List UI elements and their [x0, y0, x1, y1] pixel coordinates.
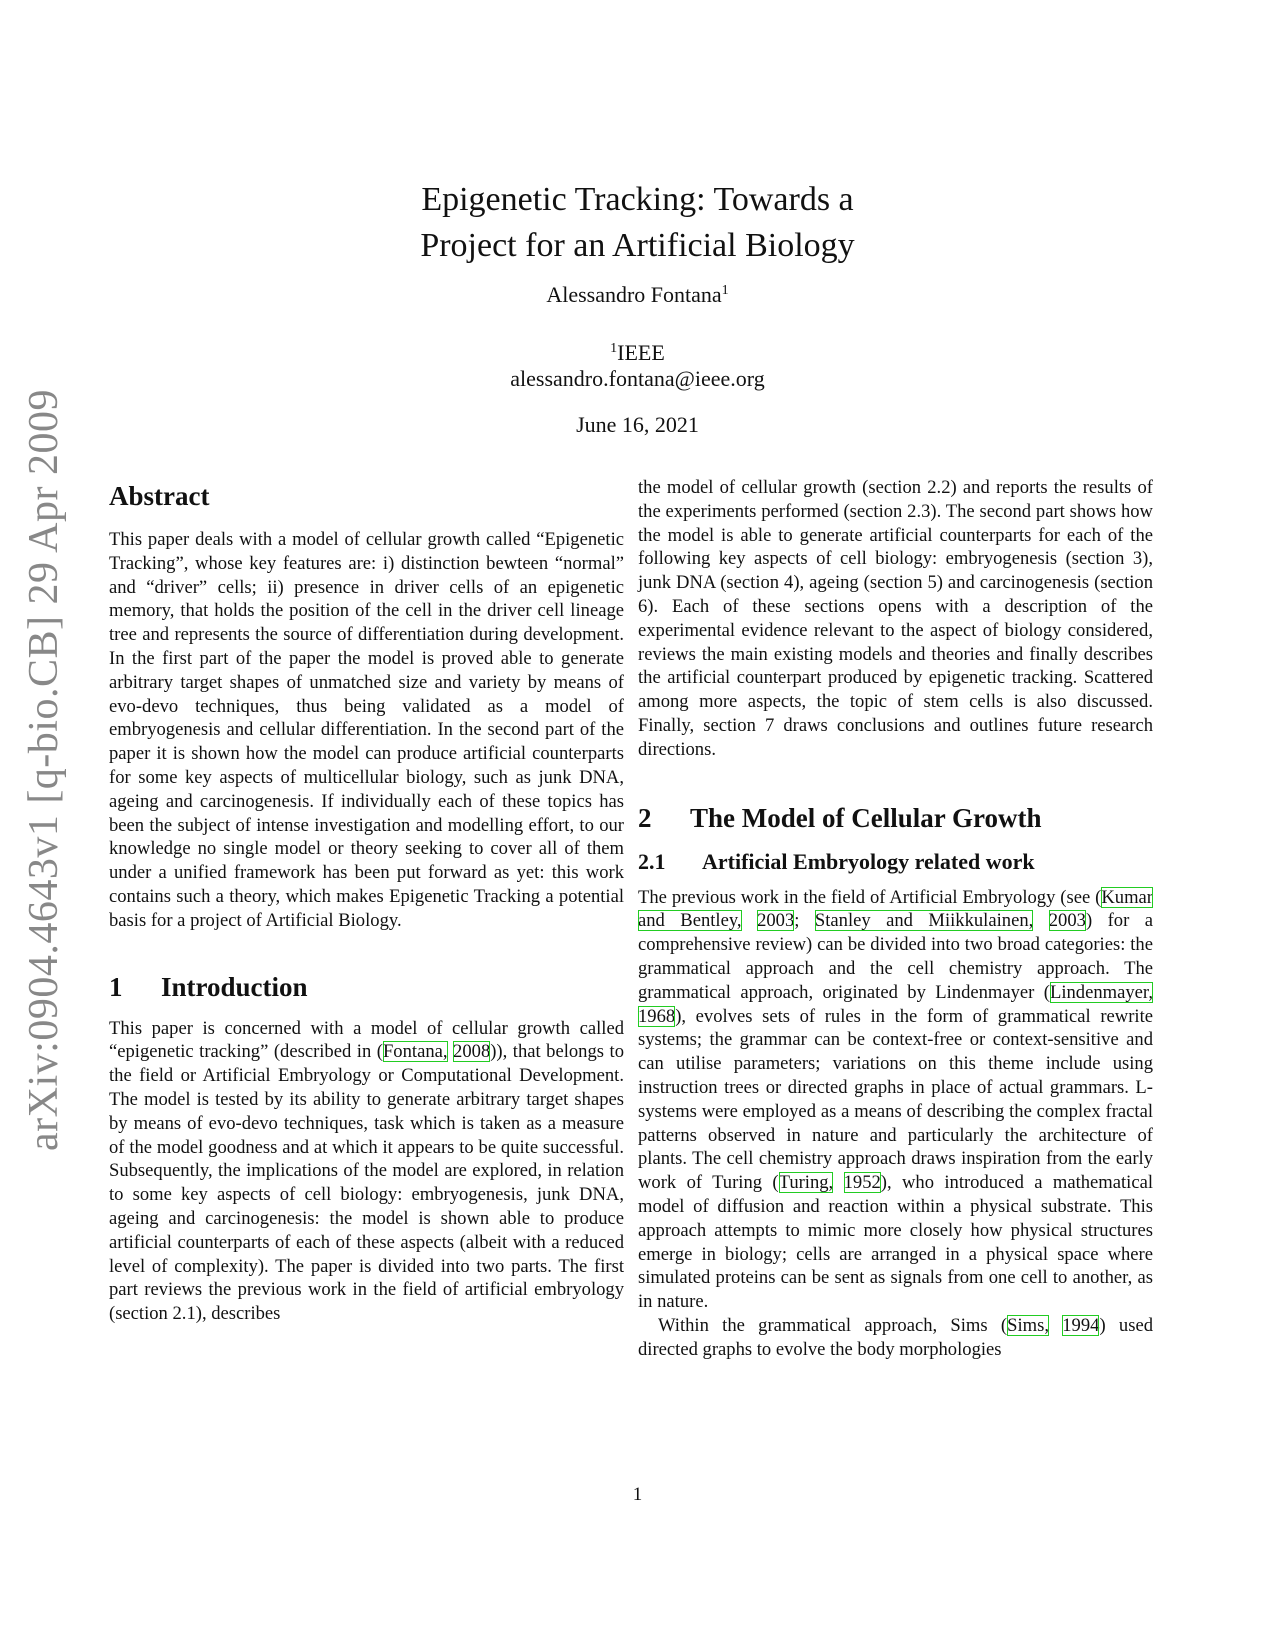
paper-date: June 16, 2021	[576, 412, 699, 437]
citation-link[interactable]: 2003	[757, 910, 795, 932]
text-run: The previous work in the field of Artificial Embryology (see (	[638, 886, 1102, 908]
text-run: ) for a comprehensive review) can be divided into two broad categories: the grammatical approach and the cell chemistry approach. The grammatical approach, originated by Lindenmayer (	[638, 910, 1153, 1003]
arxiv-sidebar-stamp	[4, 389, 84, 1151]
citation-link[interactable]: Lindenmayer,	[1049, 981, 1153, 1003]
related-work-paragraph	[638, 886, 1153, 1314]
title-line-1: Epigenetic Tracking: Towards a	[421, 181, 854, 218]
author-line	[0, 282, 1275, 308]
citation-link[interactable]: 1994	[1062, 1314, 1100, 1336]
affiliation-name: IEEE	[617, 340, 665, 365]
citation-link[interactable]: 2008	[453, 1041, 491, 1063]
title-line-2: Project for an Artificial Biology	[420, 227, 855, 264]
citation-link[interactable]: Kumar and Bentley,	[638, 886, 1153, 932]
subsection-2-1-heading	[638, 844, 1153, 880]
citation-link[interactable]: 1952	[843, 1172, 881, 1194]
text-run: ), who introduced a mathematical model of diffusion and reaction within a physical substrate. This approach attempts to mimic more closely how physical structures emerge in biology; cells are arranged in a physical space where simulated proteins can be sent as signals from one cell to another, as in nature.	[638, 1172, 1154, 1313]
page-number: 1	[632, 1484, 643, 1505]
left-column	[109, 476, 624, 1326]
citation-link[interactable]: Turing,	[778, 1172, 834, 1194]
text-run: ), evolves sets of rules in the form of grammatical rewrite systems; the grammar can be context-free or context-sensitive and can utilise parameters; variations on this theme include using instruction trees or directed graphs in place of actual grammars. L-systems were employed as a means of describing the complex fractal patterns observed in nature and particularly the architecture of plants. The cell chemistry approach draws inspiration from the early work of Turing (	[638, 1005, 1153, 1194]
text-run: ;	[794, 910, 815, 932]
citation-link[interactable]: Stanley and Miikkulainen,	[814, 910, 1034, 932]
text-run: This paper is concerned with a model of cellular growth called “epigenetic tracking” (described in (	[109, 1017, 624, 1063]
subsection-title: Artificial Embryology related work	[702, 848, 1035, 874]
introduction-heading	[109, 967, 624, 1007]
abstract-heading: Abstract	[109, 481, 210, 511]
section-number: 2	[638, 802, 652, 833]
text-run: Within the grammatical approach, Sims (	[658, 1314, 1008, 1336]
text-run: ) used directed graphs to evolve the body morphologies	[638, 1314, 1153, 1360]
section-number: 1	[109, 971, 123, 1002]
abstract-text: This paper deals with a model of cellular growth called “Epigenetic Tracking”, whose key features are: i) distinction bewteen “normal” and “driver” cells; ii) presence in driver cells of an epigenetic memory, that holds the position of the cell in the driver cell lineage tree and represents the source of differentiation during development. In the first part of the paper the model is proved able to generate arbitrary target shapes of unmatched size and variety by means of evo-devo techniques, thus being validated as a model of embryogenesis and cellular differentiation. In the second part of the paper it is shown how the model can produce artificial counterparts for some key aspects of multicellular biology, such as junk DNA, ageing and carcinogenesis. If individually each of these topics has been the subject of intense investigation and modelling effort, to our knowledge no single model or theory seeking to cover all of them under a unified framework has been put forward as yet: this work contains such a theory, which makes Epigenetic Tracking a potential basis for a project of Artificial Biology.	[109, 529, 624, 931]
section-title: The Model of Cellular Growth	[690, 802, 1042, 833]
subsection-number: 2.1	[638, 848, 666, 874]
introduction-continuation: the model of cellular growth (section 2.2) and reports the results of the experiments performed (section 2.3). The second part shows how the model is able to generate artificial counterparts for each of the following key aspects of cell biology: embryogenesis (section 3), junk DNA (section 4), ageing (section 5) and carcinogenesis (section 6). Each of these sections opens with a description of the experimental evidence relevant to the aspect of biology considered, reviews the main existing models and theories and finally describes the artificial counterpart produced by epigenetic tracking. Scattered among more aspects, the topic of stem cells is also discussed. Finally, section 7 draws conclusions and outlines future research directions.	[638, 477, 1153, 760]
section-2-heading	[638, 798, 1153, 838]
citation-link[interactable]: Sims,	[1007, 1314, 1049, 1336]
sims-paragraph	[638, 1314, 1153, 1362]
text-run: )), that belongs to the field or Artificial Embryology or Computational Development. The model is tested by its ability to generate arbitrary target shapes by means of evo-devo techniques, task which is taken as a measure of the model goodness and at which it appears to be quite successful. Subsequently, the implications of the model are explored, in relation to some key aspects of cell biology: embryogenesis, junk DNA, ageing and carcinogenesis: the model is shown able to produce artificial counterparts of each of these aspects (albeit with a reduced level of complexity). The paper is divided into two parts. The first part reviews the previous work in the field of artificial embryology (section 2.1), describes	[109, 1041, 624, 1325]
author-name: Alessandro Fontana	[546, 282, 722, 307]
introduction-paragraph	[109, 1017, 624, 1326]
citation-link[interactable]: 1968	[638, 1005, 676, 1027]
affiliation-line	[0, 336, 1275, 366]
citation-link[interactable]: Fontana,	[382, 1041, 448, 1063]
arxiv-identifier: arXiv:0904.4643v1 [q-bio.CB] 29 Apr 2009	[21, 389, 67, 1151]
author-email: alessandro.fontana@ieee.org	[510, 366, 765, 391]
section-title: Introduction	[161, 971, 308, 1002]
paper-title	[0, 177, 1275, 269]
right-column	[638, 476, 1153, 1362]
author-affil-marker: 1	[721, 283, 729, 298]
affiliation-block	[0, 336, 1275, 392]
citation-link[interactable]: 2003	[1048, 910, 1086, 932]
affil-marker: 1	[610, 341, 618, 356]
